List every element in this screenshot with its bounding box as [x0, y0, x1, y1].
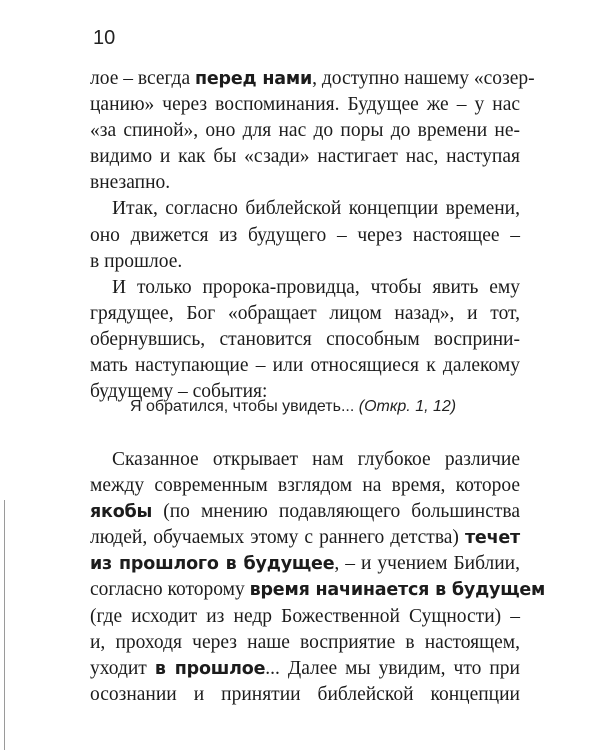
- text-line: Итак, согласно библейской концепции времени,: [112, 198, 520, 220]
- quote-reference: (Откр. 1, 12): [358, 398, 457, 415]
- text-line: И только пророка-провидца, чтобы явить ему: [112, 276, 520, 298]
- scan-edge-line: [4, 500, 5, 750]
- text-line: «за спиной», оно для нас до поры до времени не-: [90, 120, 520, 142]
- page-number: 10: [93, 27, 116, 49]
- text-line: будущему – события:: [90, 381, 268, 403]
- text-line: оно движется из будущего – через настоящее –: [90, 224, 520, 246]
- text-run: согласно которому: [90, 579, 250, 601]
- scripture-quote: [130, 398, 456, 416]
- bold-text: в прошлое: [154, 658, 266, 679]
- quote-text: Я обратился, чтобы увидеть...: [130, 398, 359, 415]
- text-line: видимо и как бы «сзади» настигает нас, наступая: [90, 146, 520, 168]
- bold-text: перед нами: [195, 69, 313, 89]
- text-line: [90, 577, 546, 603]
- text-line: [90, 499, 520, 525]
- bold-text: из прошлого в будущее: [90, 554, 335, 575]
- bold-text: якобы: [90, 502, 153, 523]
- text-line: осознании и принятии библейской концепции: [90, 683, 520, 705]
- text-run: , доступно нашему «созер-: [312, 68, 535, 89]
- text-line: (где исходит из недр Божественной Сущности) –: [90, 605, 520, 627]
- text-run: (по мнению подавляющего большинства: [152, 501, 520, 523]
- text-line: [90, 551, 520, 577]
- text-line: мать наступающие – или относящиеся к далекому: [90, 355, 520, 377]
- text-line: между современным взглядом на время, которое: [90, 475, 520, 497]
- text-line: [90, 525, 520, 551]
- text-run: лое – всегда: [90, 68, 195, 89]
- bold-text: время начинается в будущем: [249, 580, 546, 601]
- text-line: грядущее, Бог «обращает лицом назад», и тот,: [90, 302, 520, 324]
- bold-text: течет: [464, 528, 520, 549]
- text-line: и, проходя через наше восприятие в настоящем,: [90, 631, 520, 653]
- text-line: [90, 656, 520, 682]
- text-line: обернувшись, становится способным восприни-: [90, 328, 520, 350]
- text-run: , – и учением Библии,: [334, 553, 520, 575]
- text-run: уходит: [90, 657, 155, 679]
- text-block-bottom: [90, 447, 546, 708]
- text-line: [90, 66, 535, 92]
- text-line: Сказанное открывает нам глубокое различие: [112, 449, 520, 470]
- text-line: внезапно.: [90, 172, 171, 194]
- text-line: в прошлое.: [90, 250, 183, 272]
- text-line: цанию» через воспоминания. Будущее же – у нас: [90, 94, 520, 116]
- text-run: ... Далее мы увидим, что при: [265, 657, 520, 679]
- text-block-top: [90, 66, 535, 405]
- text-run: людей, обучаемых этому с раннего детства): [90, 527, 465, 549]
